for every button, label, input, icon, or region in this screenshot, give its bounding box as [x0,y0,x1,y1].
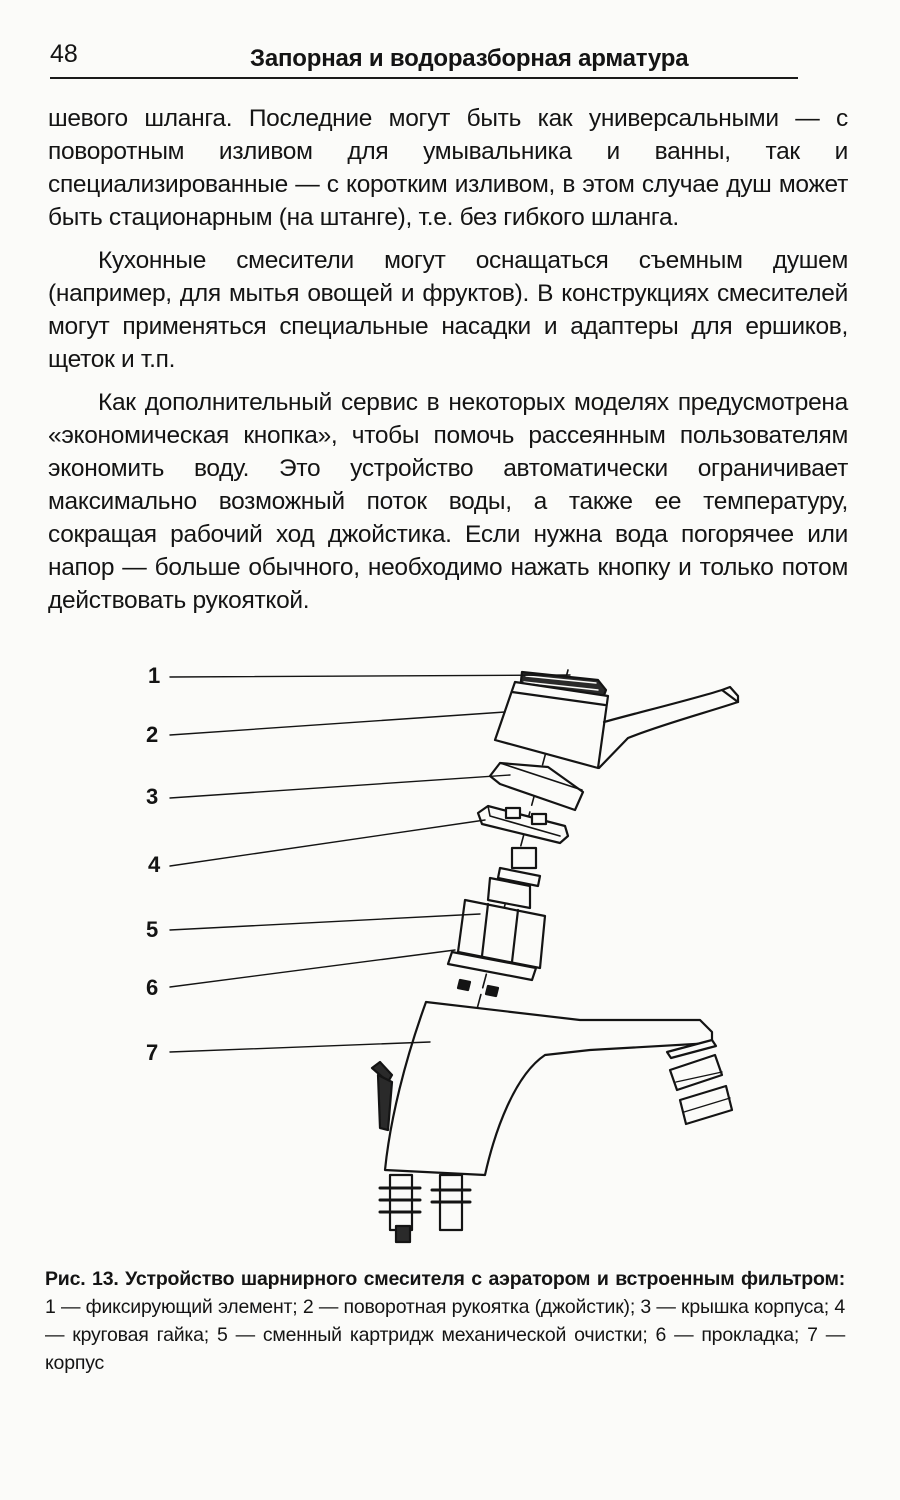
part-cartridge [458,848,545,968]
caption-text: 1 — фиксирующий элемент; 2 — поворотная рукоятка (джойстик); 3 — крышка корпуса; 4 — круговая гайка; 5 — сменный картридж механической очистки; 6 — прокладка; 7 — корпус [45,1296,845,1374]
paragraph-1: шевого шланга. Последние могут быть как универсальными — с поворотным изливом для умывальника и ванны, так и специализированные — с коротким изливом, в этом случае душ может быть стационарным (на штанге), т.е. без гибкого шланга. [48,105,848,231]
header-rule [50,77,798,79]
paragraph-2: Кухонные смесители могут оснащаться съемным душем (например, для мытья овощей и фруктов). В конструкциях смесителей могут применяться специальные насадки и адаптеры для ершиков, щеток и т.п. [48,247,848,373]
figure-caption [45,1265,845,1377]
paragraph-3: Как дополнительный сервис в некоторых моделях предусмотрена «экономическая кнопка», чтобы помочь рассеянным пользователям экономить воду. Это устройство автоматически ограничивает максимально возможный поток воды, а также ее температуру, сокращая рабочий ход джойстика. Если нужна вода погорячее или напор — больше обычного, необходимо нажать кнопку и только потом действовать рукояткой. [48,389,848,614]
label-4: 4 [148,852,161,877]
faucet-drawing [0,650,900,1260]
label-2: 2 [146,722,159,747]
part-handle [495,682,738,768]
part-cover [490,763,583,810]
label-3: 3 [146,784,159,809]
label-1: 1 [148,663,161,688]
label-7: 7 [146,1040,159,1065]
leader-line-4 [170,820,485,866]
label-5: 5 [146,917,159,942]
caption-title: Рис. 13. Устройство шарнирного смесителя с аэратором и встроенным фильтром: [45,1268,845,1290]
label-6: 6 [146,975,159,1000]
leader-line-6 [170,950,455,987]
faucet-diagram [0,650,900,1260]
running-title: Запорная и водоразборная арматура [250,45,689,72]
leader-line-2 [170,712,505,735]
leader-line-7 [170,1042,430,1052]
leader-line-3 [170,775,510,798]
leader-line-5 [170,914,480,930]
part-body [372,1002,732,1242]
leader-line-1 [170,675,570,677]
page-number: 48 [50,40,78,68]
body-text [48,102,848,627]
